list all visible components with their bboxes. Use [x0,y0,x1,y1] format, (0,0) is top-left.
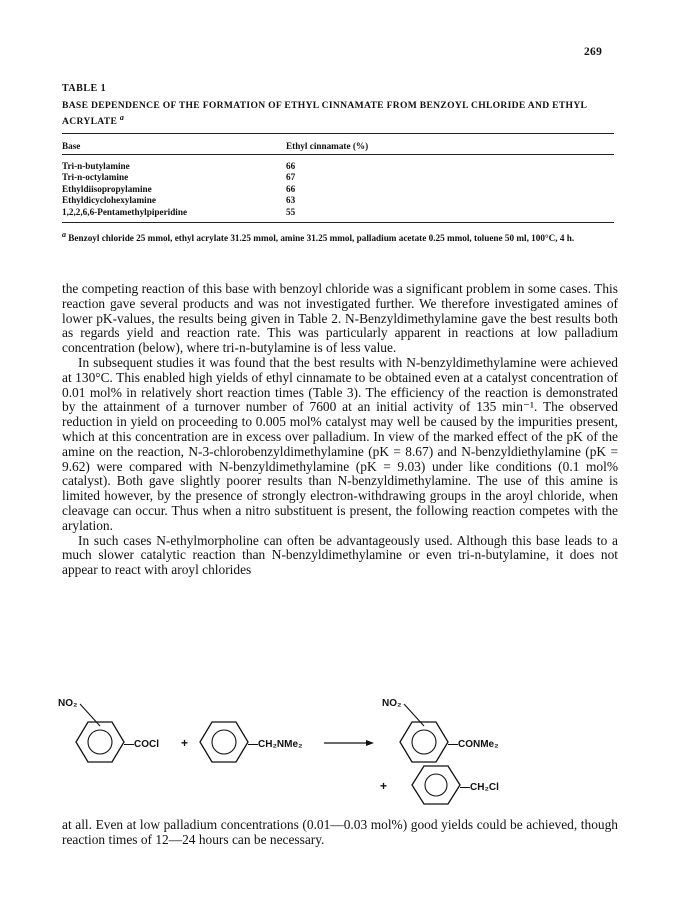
table-footnote-marker: a [62,230,66,239]
ch2cl-label: —CH₂Cl [460,782,499,793]
table-label: TABLE 1 [62,83,107,94]
nitrobenzamide-structure [382,698,499,762]
nitro-label: NO₂ [382,698,402,709]
conme2-label: —CONMe₂ [448,739,499,750]
nitrobenzoyl-chloride-structure [58,698,159,762]
table-header-rule [62,154,614,155]
body-text-continued [62,818,618,848]
paragraph: at all. Even at low palladium concentrations (0.01—0.03 mol%) good yields could be achieved, though reaction times of 12—24 hours can be necessary. [62,817,618,847]
table-header-base: Base [62,141,81,151]
table-row [62,184,614,195]
paragraph: In such cases N-ethylmorpholine can often be advantageously used. Although this base leads to a much slower catalytic reaction than N-benzyldimethylamine or even tri-n-butylamine, it does not appear to react with aroyl chlorides [62,532,618,578]
table-cell-yield: 63 [286,195,296,206]
table-cell-base: 1,2,2,6,6-Pentamethylpiperidine [62,206,188,217]
benzyl-chloride-structure [412,766,499,804]
page-number: 269 [584,46,603,58]
table-cell-yield: 66 [286,183,296,194]
ch2nme2-label: —CH₂NMe₂ [248,739,303,750]
body-text [62,282,618,578]
paragraph: the competing reaction of this base with benzoyl chloride was a significant problem in some cases. This reaction gave several products and was not investigated further. We therefore investigated amines of lower pK-values, the results being given in Table 2. N-Benzyldimethylamine gave the best results both as regards yield and reaction rate. This was particularly apparent in reactions at low palladium concentration (below), where tri-n-butylamine is of less value. [62,281,618,356]
table-footnote-text: Benzoyl chloride 25 mmol, ethyl acrylate 31.25 mmol, amine 31.25 mmol, palladium acetate 0.25 mmol, toluene 50 ml, 100°C, 4 h. [68,233,575,244]
table-cell-base: Ethyldiisopropylamine [62,183,152,194]
paragraph: In subsequent studies it was found that the best results with N-benzyldimethylamine were achieved at 130°C. This enabled high yields of ethyl cinnamate to be obtained even at a catalyst concentration of 0.01 mol% in relatively short reaction times (Table 3). The efficiency of the reaction is demonstrated by the attainment of a turnover number of 7600 at an initial activity of 135 min⁻¹. The observed reduction in yield on proceeding to 0.005 mol% catalyst may well be caused by the impurities present, which at this concentration are in excess over palladium. In view of the marked effect of the pK of the amine on the reaction, N-3-chlorobenzyldimethylamine (pK = 8.67) and N-benzyldiethylamine (pK = 9.62) were compared with N-benzyldimethylamine (pK = 9.03) under like conditions (0.1 mol% catalyst). Both gave slightly poorer results than N-benzyldimethylamine. The use of this amine is limited however, by the presence of strongly electron-withdrawing groups in the aroyl chloride, when cleavage can occur. Thus when a nitro substituent is present, the following reaction competes with the arylation. [62,354,618,533]
table-bottom-rule [62,222,614,223]
benzyldimethylamine-structure [200,722,302,762]
plus-sign: + [380,779,388,793]
reaction-arrow [324,740,374,746]
table-header-yield: Ethyl cinnamate (%) [286,141,369,151]
table-cell-yield: 67 [286,172,296,183]
table-cell-base: Tri-n-octylamine [62,172,129,183]
table-body [62,161,614,218]
nitro-label: NO₂ [58,698,78,709]
cocl-label: —COCl [124,739,159,750]
table-cell-base: Tri-n-butylamine [62,161,130,171]
table-row [62,172,614,183]
reaction-scheme [0,690,680,810]
table-title-text: BASE DEPENDENCE OF THE FORMATION OF ETHYL CINNAMATE FROM BENZOYL CHLORIDE AND ETHYL ACRYLATE [62,100,587,128]
table-title [62,100,622,128]
table-top-rule [62,133,614,134]
table-title-footnote-marker: a [119,113,125,122]
plus-sign: + [181,736,189,750]
table-row [62,195,614,206]
table-cell-base: Ethyldicyclohexylamine [62,195,156,206]
table-row [62,161,614,172]
table-row [62,207,614,218]
table-cell-yield: 55 [286,206,296,217]
table-footnote [62,229,618,244]
table-cell-yield: 66 [286,161,296,171]
